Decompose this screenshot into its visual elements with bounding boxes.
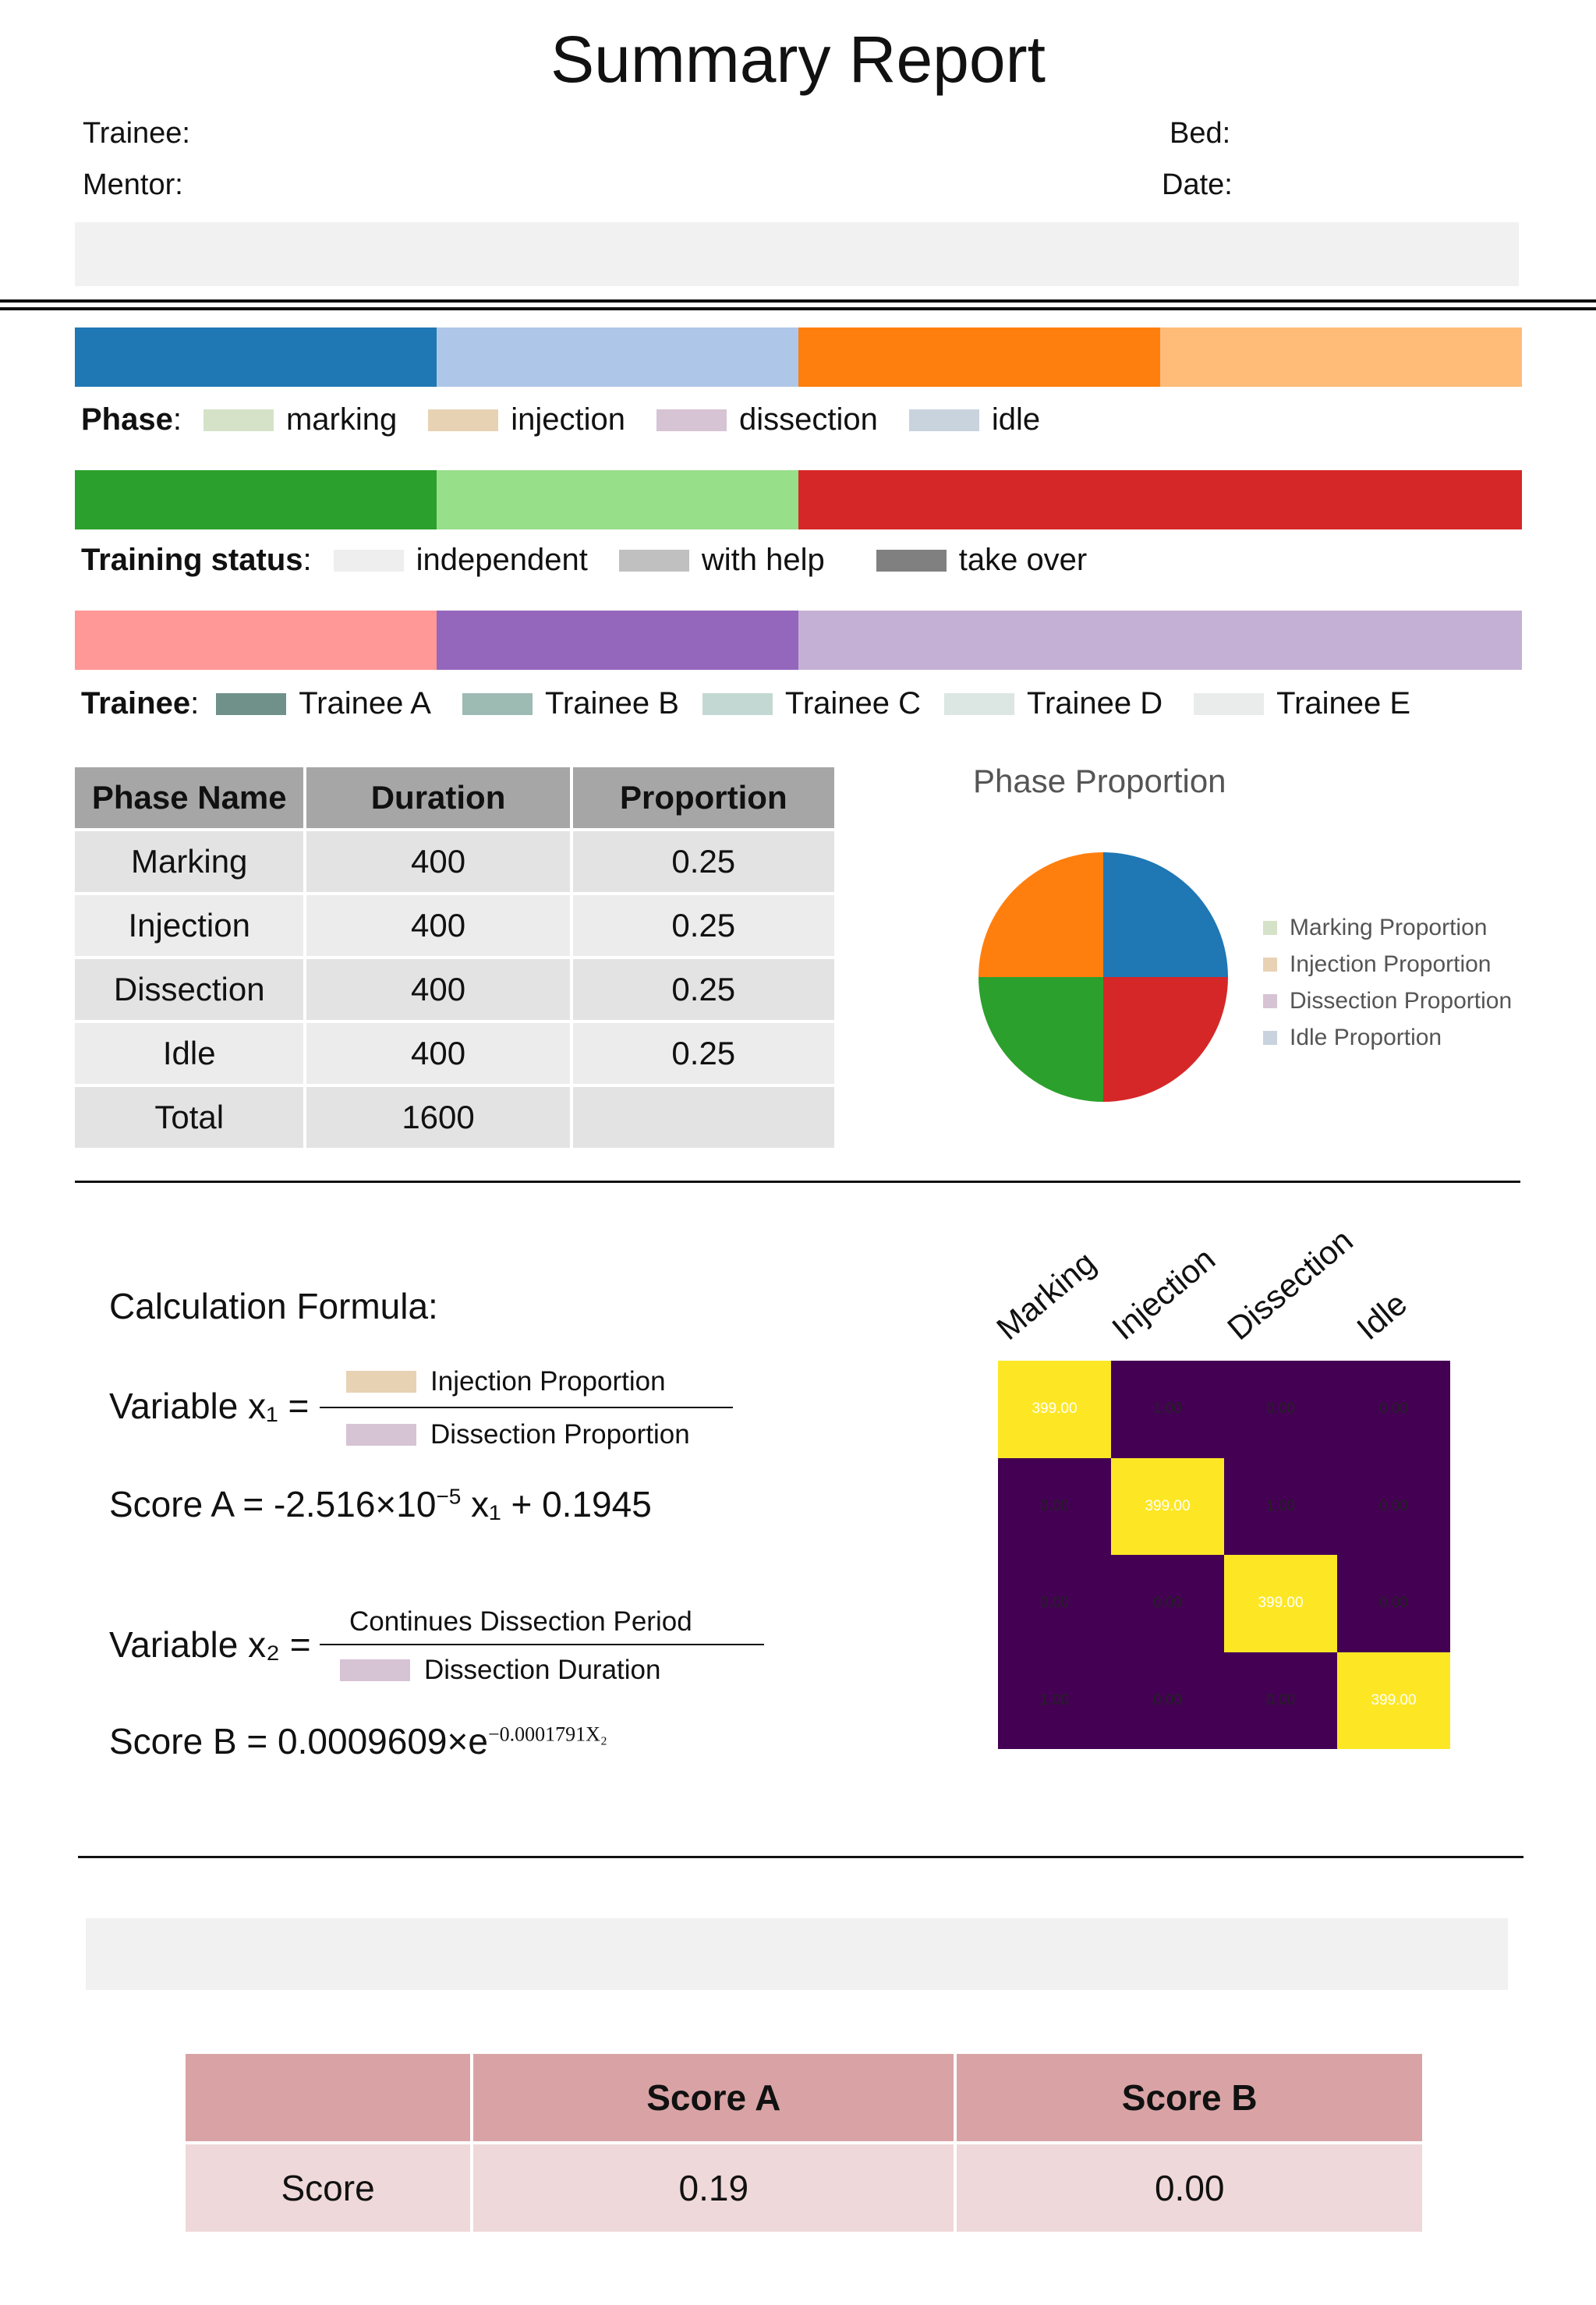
score-b-formula: Score $B = 0.0009609\times e^{-0.0001791X_2}$: [109, 1721, 607, 1762]
legend-swatch: [656, 409, 727, 431]
legend-swatch: [1194, 693, 1264, 715]
heatmap-cell: 0.00: [1337, 1458, 1450, 1556]
pie-slice: [978, 852, 1103, 977]
table-row-total: [75, 1087, 834, 1148]
section-divider: [78, 1856, 1523, 1858]
pie-slice: [1103, 977, 1228, 1102]
legend-swatch: [334, 550, 404, 572]
legend-swatch: [876, 550, 947, 572]
double-rule-top: [0, 299, 1596, 303]
pie-slice: [1103, 852, 1228, 977]
legend-swatch: [428, 409, 498, 431]
status-legend-title: Training status:: [81, 543, 312, 577]
duration-cell: 400: [306, 1023, 569, 1084]
legend-swatch: [1263, 921, 1277, 935]
x1-numerator: Injection Proportion: [346, 1366, 666, 1397]
heatmap-column-label: Marking: [989, 1244, 1102, 1347]
summary-comment-box: [86, 1918, 1508, 1990]
trainee-segment: [798, 611, 1522, 670]
legend-item-idle: idle: [909, 402, 1040, 437]
duration-cell: 400: [306, 895, 569, 956]
variable-x2-label: Variable x₂ =: [109, 1624, 311, 1665]
status-segment: [75, 470, 437, 529]
legend-item-dissection: dissection: [656, 402, 878, 437]
legend-swatch: [944, 693, 1014, 715]
phase-segment: [1160, 328, 1522, 387]
table-row: [75, 1023, 834, 1084]
pie-legend-item-injection: Injection Proportion: [1263, 946, 1512, 983]
legend-item-take-over: take over: [876, 543, 1088, 578]
proportion-cell: 0.25: [573, 895, 834, 956]
heatmap-cell: 0.00: [1224, 1361, 1337, 1458]
score-table-header-row: [186, 2054, 1422, 2141]
legend-swatch: [909, 409, 979, 431]
formula-title: Calculation Formula:: [109, 1286, 438, 1326]
phase-segment: [75, 328, 437, 387]
x1-fraction-line: [320, 1407, 733, 1408]
heatmap-cell: 0.00: [1224, 1652, 1337, 1750]
pie-legend-item-marking: Marking Proportion: [1263, 909, 1512, 946]
legend-item-trainee-e: Trainee E: [1194, 686, 1410, 721]
proportion-cell: [573, 1087, 834, 1148]
score-header-empty: [186, 2054, 470, 2141]
legend-swatch: [346, 1371, 416, 1393]
legend-swatch: [340, 1659, 410, 1681]
heatmap-cell: 0.00: [998, 1458, 1111, 1556]
trainee-legend-title: Trainee:: [81, 686, 200, 721]
table-row: [75, 959, 834, 1020]
score-row-label: Score: [186, 2144, 470, 2232]
heatmap-cell: 0.00: [998, 1555, 1111, 1652]
heatmap-cell: 0.00: [1337, 1361, 1450, 1458]
legend-swatch: [702, 693, 773, 715]
legend-swatch: [619, 550, 689, 572]
legend-item-marking: marking: [203, 402, 397, 437]
col-header-phase-name: Phase Name: [75, 767, 303, 828]
x2-numerator: Continues Dissection Period: [349, 1606, 692, 1637]
trainee-legend: [81, 686, 1442, 721]
score-table: [182, 2051, 1425, 2235]
table-row: [75, 895, 834, 956]
heatmap-cell: 399.00: [1224, 1555, 1337, 1652]
x2-fraction-line: [320, 1644, 764, 1645]
table-row: [75, 831, 834, 892]
legend-item-independent: independent: [334, 543, 588, 578]
heatmap-cell: 1.00: [1111, 1361, 1224, 1458]
legend-swatch: [1263, 958, 1277, 972]
mentor-field-label: Mentor:: [83, 168, 183, 201]
heatmap-column-label: Dissection: [1220, 1221, 1360, 1347]
trainee-segment: [437, 611, 798, 670]
legend-item-trainee-b: Trainee B: [462, 686, 679, 721]
status-segment: [437, 470, 798, 529]
proportion-cell: 0.25: [573, 959, 834, 1020]
phase-legend-title: Phase:: [81, 402, 182, 437]
legend-swatch: [1263, 1031, 1277, 1045]
score-a-formula: Score $A = -2.516\times 10^{-5}$ x₁ + 0.1945: [109, 1484, 652, 1524]
phase-legend: [81, 402, 1071, 437]
pie-chart-title: Phase Proportion: [973, 763, 1226, 799]
heatmap-cell: 1.00: [1224, 1458, 1337, 1556]
legend-item-injection: injection: [428, 402, 625, 437]
legend-item-trainee-c: Trainee C: [702, 686, 921, 721]
legend-item-with-help: with help: [619, 543, 825, 578]
heatmap-cell: 1.00: [998, 1652, 1111, 1750]
phase-timeline-bar: [75, 328, 1522, 387]
heatmap-column-label: Injection: [1105, 1240, 1223, 1347]
table-row: [186, 2144, 1422, 2232]
header-info-box: [75, 222, 1519, 286]
status-legend: [81, 543, 1118, 578]
phase-table-header-row: [75, 767, 834, 828]
phase-segment: [437, 328, 798, 387]
phase-segment: [798, 328, 1160, 387]
variable-x1-label: Variable x₁ =: [109, 1386, 310, 1426]
proportion-cell: 0.25: [573, 831, 834, 892]
col-header-duration: Duration: [306, 767, 569, 828]
pie-slice: [978, 977, 1103, 1102]
trainee-segment: [75, 611, 437, 670]
legend-swatch: [216, 693, 286, 715]
page-title: Summary Report: [550, 23, 1046, 96]
trainee-timeline-bar: [75, 611, 1522, 670]
trainee-field-label: Trainee:: [83, 117, 190, 150]
legend-item-trainee-a: Trainee A: [216, 686, 431, 721]
pie-legend-item-idle: Idle Proportion: [1263, 1019, 1512, 1056]
x1-denominator: Dissection Proportion: [346, 1419, 690, 1450]
phase-proportion-pie-chart: [975, 848, 1232, 1106]
phase-table: [72, 764, 837, 1151]
legend-item-trainee-d: Trainee D: [944, 686, 1162, 721]
col-header-proportion: Proportion: [573, 767, 834, 828]
double-rule-bottom: [0, 307, 1596, 310]
score-header-a: Score A: [473, 2054, 954, 2141]
phase-name-cell: Total: [75, 1087, 303, 1148]
section-divider: [75, 1181, 1520, 1183]
status-segment: [798, 470, 1522, 529]
heatmap-cell: 0.00: [1337, 1555, 1450, 1652]
heatmap-cell: 399.00: [1337, 1652, 1450, 1750]
phase-name-cell: Marking: [75, 831, 303, 892]
date-field-label: Date:: [1162, 168, 1233, 201]
legend-swatch: [203, 409, 274, 431]
heatmap-cell: 0.00: [1111, 1555, 1224, 1652]
heatmap-cell: 399.00: [998, 1361, 1111, 1458]
confusion-matrix-heatmap: [998, 1361, 1450, 1749]
pie-legend: [1263, 909, 1512, 1056]
heatmap-cell: 0.00: [1111, 1652, 1224, 1750]
proportion-cell: 0.25: [573, 1023, 834, 1084]
phase-name-cell: Idle: [75, 1023, 303, 1084]
score-header-b: Score B: [957, 2054, 1422, 2141]
bed-field-label: Bed:: [1170, 117, 1231, 150]
x2-denominator: Dissection Duration: [340, 1655, 660, 1686]
legend-swatch: [462, 693, 533, 715]
heatmap-cell: 399.00: [1111, 1458, 1224, 1556]
status-timeline-bar: [75, 470, 1522, 529]
duration-cell: 1600: [306, 1087, 569, 1148]
score-a-value: 0.19: [473, 2144, 954, 2232]
score-b-value: 0.00: [957, 2144, 1422, 2232]
duration-cell: 400: [306, 831, 569, 892]
legend-swatch: [1263, 994, 1277, 1008]
duration-cell: 400: [306, 959, 569, 1020]
legend-swatch: [346, 1424, 416, 1446]
phase-name-cell: Injection: [75, 895, 303, 956]
heatmap-column-label: Idle: [1350, 1284, 1414, 1347]
phase-name-cell: Dissection: [75, 959, 303, 1020]
pie-legend-item-dissection: Dissection Proportion: [1263, 983, 1512, 1019]
